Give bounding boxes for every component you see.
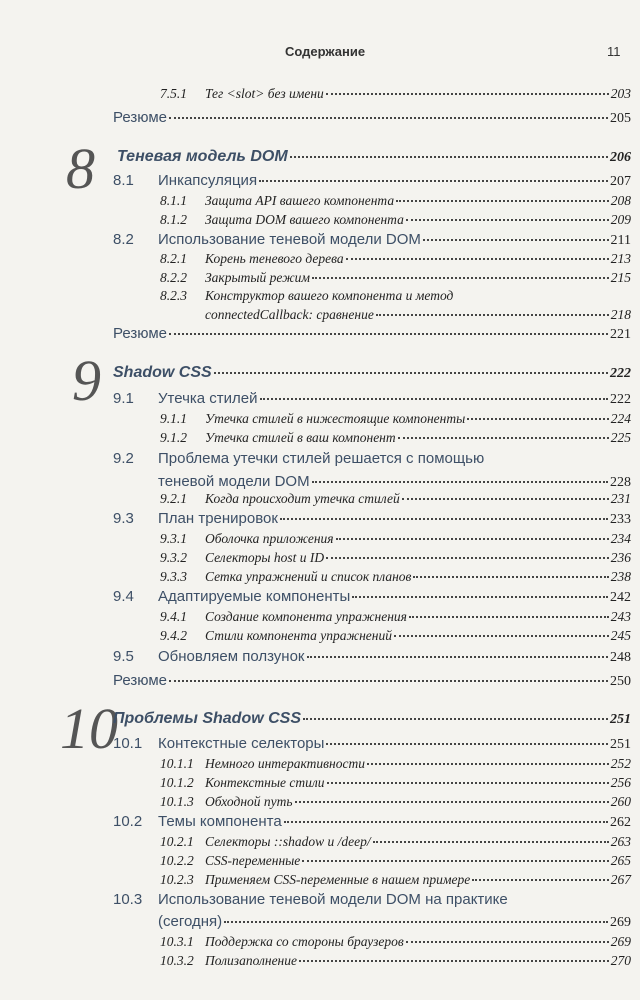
toc-page-number: 218 [610,307,631,322]
dot-leader [284,821,608,823]
dot-leader [280,518,608,520]
toc-page-number: 251 [610,737,631,752]
toc-entry-number: 9.4 [113,588,134,605]
toc-entry-title: Резюме [113,325,167,342]
toc-entry-title: Тег <slot> без имени [205,86,324,101]
toc-entry-first-line[interactable] [113,450,484,467]
toc-entry-title: Использование теневой модели DOM на практике [158,891,508,908]
toc-entry[interactable] [158,473,631,491]
dot-leader [336,538,609,540]
toc-entry-title: Селекторы ::shadow и /deep/ [205,834,371,849]
dot-leader [307,656,609,658]
toc-entry[interactable] [160,628,631,644]
dot-leader [467,418,609,420]
dot-leader [295,801,609,803]
toc-entry[interactable] [160,430,631,446]
toc-page-number: 262 [610,815,631,830]
toc-page-number: 263 [610,834,631,849]
toc-entry-number: 8.2 [113,231,134,248]
toc-entry[interactable] [160,794,631,810]
toc-page-number: 252 [610,756,631,771]
toc-entry-number: 10.2.1 [160,834,194,849]
dot-leader [413,576,608,578]
toc-page-number: 224 [610,411,631,426]
toc-entry-title: Темы компонента [158,813,282,830]
toc-entry-title: Инкапсуляция [158,172,258,189]
toc-page-number: 250 [610,674,631,689]
toc-entry-number: 8.1.2 [160,212,187,227]
toc-entry-number: 10.2.3 [160,872,194,887]
toc-page-number: 267 [610,872,631,887]
toc-entry[interactable] [160,775,631,791]
toc-entry[interactable] [113,735,631,753]
toc-entry-number: 10.3.1 [160,934,194,949]
toc-page-number: 256 [610,775,631,790]
toc-entry-number: 9.3.2 [160,550,187,565]
toc-entry-title: Защита API вашего компонента [205,193,395,208]
toc-page-number: 221 [610,327,631,342]
toc-entry[interactable] [160,872,631,888]
toc-entry-title-continued: (сегодня) [158,913,223,930]
toc-page-number: 208 [610,193,631,208]
dot-leader [214,372,608,374]
dot-leader [396,200,609,202]
toc-entry-title: Полизаполнение [205,953,297,968]
toc-entry-title: Обновляем ползунок [158,648,305,665]
toc-entry-title: Стили компонента упражнений [205,628,392,643]
toc-page-number: 231 [610,491,631,506]
toc-entry-title: Закрытый режим [205,270,310,285]
toc-entry-first-line[interactable] [160,288,453,304]
toc-entry[interactable] [160,834,631,850]
toc-entry[interactable] [160,531,631,547]
dot-leader [373,841,609,843]
toc-entry-title: Немного интерактивности [205,756,365,771]
toc-entry-number: 10.1.2 [160,775,194,790]
toc-entry[interactable] [113,648,631,666]
toc-page-number: 222 [610,392,631,407]
toc-entry-number: 9.4.2 [160,628,187,643]
dot-leader [290,156,608,158]
toc-entry[interactable] [113,390,631,408]
toc-page-number: 265 [610,853,631,868]
toc-entry[interactable] [113,588,631,606]
dot-leader [409,616,609,618]
toc-page-number: 207 [610,174,631,189]
toc-page-number: 270 [610,953,631,968]
dot-leader [326,557,609,559]
toc-entry[interactable] [113,710,631,728]
toc-page-number: 236 [610,550,631,565]
toc-entry[interactable] [113,510,631,528]
toc-entry-title: Проблема утечки стилей решается с помощью [158,450,485,467]
toc-entry-number: 9.3.3 [160,569,187,584]
dot-leader [367,763,609,765]
toc-entry-title: Конструктор вашего компонента и метод [205,288,454,303]
toc-entry[interactable] [113,172,631,190]
chapter-number: 10 [60,696,118,761]
toc-entry[interactable] [113,672,631,690]
toc-entry-title: Сетка упражнений и список планов [205,569,412,584]
toc-entry-first-line[interactable] [113,891,508,908]
chapter-number: 8 [66,136,95,201]
toc-entry-number: 8.2.3 [160,288,187,303]
toc-entry-title: Утечка стилей в ваш компонент [205,430,396,445]
dot-leader [260,398,608,400]
toc-entry[interactable] [160,251,631,267]
toc-entry-title: Селекторы host и ID [205,550,325,565]
toc-entry-number: 9.1.2 [160,430,187,445]
toc-page-number: 203 [610,86,631,101]
toc-entry-number: 9.3 [113,510,134,527]
toc-page-number: 233 [610,512,631,527]
dot-leader [312,277,609,279]
toc-page-number: 222 [610,366,631,381]
dot-leader [326,743,608,745]
toc-entry-title: Адаптируемые компоненты [158,588,351,605]
toc-entry[interactable] [113,325,631,343]
dot-leader [326,93,609,95]
toc-entry-number: 7.5.1 [160,86,187,101]
dot-leader [406,219,609,221]
toc-entry-title: Утечка стилей в нижестоящие компоненты [205,411,466,426]
toc-entry-number: 8.2.1 [160,251,187,266]
toc-entry-number: 9.1 [113,390,134,407]
toc-page-number: 245 [610,628,631,643]
toc-entry[interactable] [117,148,631,166]
dot-leader [394,635,609,637]
toc-entry-title-continued: connectedCallback: сравнение [205,307,374,322]
toc-page-number: 205 [610,111,631,126]
running-header-title: Содержание [285,44,366,59]
dot-leader [259,180,608,182]
toc-entry[interactable] [205,307,631,323]
toc-entry-title: CSS-переменные [205,853,301,868]
toc-entry-number: 8.1.1 [160,193,187,208]
toc-page-number: 228 [610,475,631,490]
toc-entry-number: 10.1.3 [160,794,194,809]
toc-entry[interactable] [160,86,631,102]
toc-page-number: 243 [610,609,631,624]
running-header-page-number: 11 [607,44,621,59]
toc-entry-number: 9.2.1 [160,491,187,506]
toc-page-number: 234 [610,531,631,546]
dot-leader [169,680,608,682]
toc-entry-title: Контекстные стили [205,775,325,790]
toc-page-number: 248 [610,650,631,665]
toc-entry-title: План тренировок [158,510,278,527]
toc-entry-title: Корень теневого дерева [205,251,344,266]
toc-entry-title: Поддержка со стороны браузеров [205,934,404,949]
toc-page-number: 225 [610,430,631,445]
toc-entry[interactable] [160,212,631,228]
toc-entry[interactable] [160,609,631,625]
toc-entry-title: Shadow CSS [113,364,212,381]
toc-page-number: 211 [610,233,631,248]
toc-entry-title: Резюме [113,109,167,126]
dot-leader [406,941,609,943]
toc-page-number: 251 [610,712,631,727]
toc-entry[interactable] [160,853,631,869]
toc-entry-title: Резюме [113,672,167,689]
toc-entry-number: 10.3 [113,891,143,908]
toc-page-number: 213 [610,251,631,266]
toc-entry-title: Использование теневой модели DOM [158,231,421,248]
toc-entry-number: 10.1.1 [160,756,194,771]
toc-page-number: 215 [610,270,631,285]
toc-entry[interactable] [160,270,631,286]
toc-entry-title: Утечка стилей [158,390,258,407]
dot-leader [312,481,608,483]
chapter-number: 9 [72,348,101,413]
toc-entry[interactable] [160,953,631,969]
dot-leader [346,258,609,260]
toc-entry-number: 9.4.1 [160,609,187,624]
toc-entry[interactable] [160,550,631,566]
dot-leader [352,596,608,598]
toc-entry-number: 10.3.2 [160,953,194,968]
toc-page-number: 242 [610,590,631,605]
toc-entry-number: 10.1 [113,735,143,752]
toc-entry-title: Оболочка приложения [205,531,334,546]
toc-entry[interactable] [160,193,631,209]
toc-page-number: 269 [610,915,631,930]
toc-entry[interactable] [113,813,631,831]
toc-entry[interactable] [160,411,631,427]
dot-leader [224,921,608,923]
toc-entry-title: Теневая модель DOM [117,148,288,165]
dot-leader [299,960,609,962]
toc-entry-title: Проблемы Shadow CSS [113,710,302,727]
dot-leader [402,498,609,500]
dot-leader [302,860,608,862]
dot-leader [327,782,609,784]
toc-entry-title: Контекстные селекторы [158,735,325,752]
dot-leader [398,437,609,439]
dot-leader [169,333,608,335]
toc-entry[interactable] [113,364,631,382]
toc-entry-title: Создание компонента упражнения [205,609,407,624]
toc-entry[interactable] [160,569,631,585]
toc-entry-number: 9.2 [113,450,134,467]
toc-entry[interactable] [158,913,631,931]
toc-entry-number: 8.2.2 [160,270,187,285]
toc-entry[interactable] [160,491,631,507]
toc-entry-number: 8.1 [113,172,134,189]
toc-page-number: 206 [610,150,631,165]
dot-leader [303,718,608,720]
dot-leader [169,117,608,119]
toc-entry[interactable] [160,934,631,950]
toc-page-number: 260 [610,794,631,809]
toc-entry-number: 9.3.1 [160,531,187,546]
toc-page-number: 269 [610,934,631,949]
toc-entry-title: Защита DOM вашего компонента [205,212,404,227]
toc-entry[interactable] [160,756,631,772]
toc-entry[interactable] [113,231,631,249]
running-header [0,44,640,64]
toc-entry-number: 9.1.1 [160,411,187,426]
toc-entry-title-continued: теневой модели DOM [158,473,310,490]
dot-leader [472,879,608,881]
toc-entry-number: 10.2.2 [160,853,194,868]
toc-entry-number: 9.5 [113,648,134,665]
dot-leader [423,239,609,241]
toc-entry-number: 10.2 [113,813,143,830]
toc-entry-title: Когда происходит утечка стилей [205,491,400,506]
toc-page-number: 238 [610,569,631,584]
toc-entry-title: Обходной путь [205,794,293,809]
dot-leader [376,314,609,316]
toc-entry-title: Применяем CSS-переменные в нашем примере [205,872,471,887]
toc-entry[interactable] [113,109,631,127]
toc-page-number: 209 [610,212,631,227]
